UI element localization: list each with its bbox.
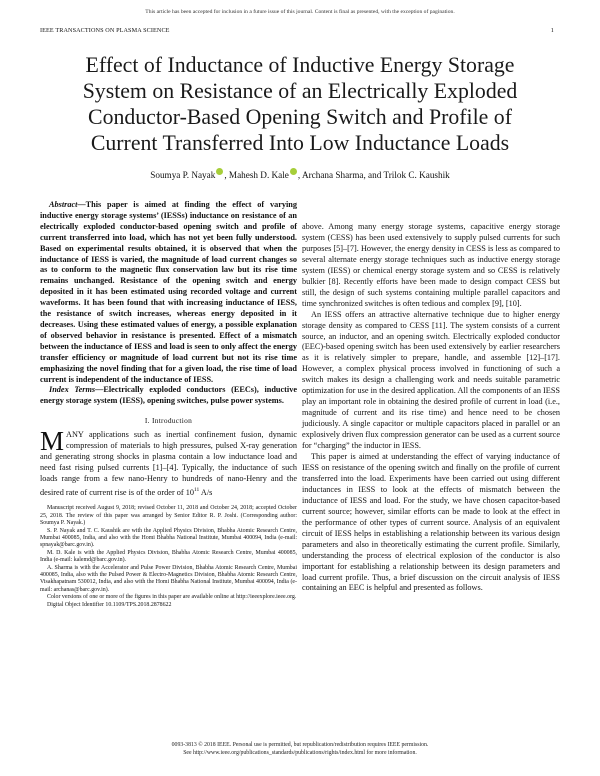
footnote: Manuscript received August 9, 2018; revised October 11, 2018 and October 24, 2018; accepted October 25, 2018. The review of this paper was arranged by Senior Editor R. P. Joshi. (Corresponding author: Soumya P. Nayak.): [40, 505, 297, 527]
drop-cap: M: [40, 426, 65, 457]
intro-lead: ANY: [66, 430, 84, 440]
abstract: [40, 200, 297, 385]
running-header: [40, 27, 554, 34]
copyright-footer: [40, 742, 560, 757]
footnotes: [40, 504, 297, 609]
title-line: System on Resistance of an Electrically Exploded: [82, 79, 518, 103]
title-line: Conductor-Based Opening Switch and Profile of: [88, 105, 512, 129]
title-line: Effect of Inductance of Inductive Energy Storage: [85, 53, 515, 77]
index-terms-label: Index Terms: [49, 385, 96, 395]
footnote: S. P. Nayak and T. C. Kaushik are with the Applied Physics Division, Bhabha Atomic Research Centre, Mumbai 400085, India, and also with the Homi Bhabha National Institute, Mumbai 400094, India (e-mail: spnayak@barc.gov.in).: [40, 527, 297, 549]
section-heading: I. Introduction: [144, 416, 193, 426]
index-terms: [40, 385, 297, 407]
intro-tail: A/s: [199, 487, 213, 497]
author-kale: , Mahesh D. Kale: [224, 170, 289, 180]
footnote: M. D. Kale is with the Applied Physics Division, Bhabha Atomic Research Centre, Mumbai 400085, India (e-mail: kalemd@barc.gov.in).: [40, 549, 297, 564]
intro-text: applications such as inertial confinement fusion, dynamic compression of materials to high pressures, pulsed X-ray generation and generating strong shocks in plasma contain a low inductance load and need fast rising pulsed currents [1]–[4]. Typically, the inductance of such loads range from a few nano-Henry to hundreds of nano-Henry and the desired rate of current rise is of the order of 10: [40, 430, 297, 497]
footnote: Digital Object Identifier 10.1109/TPS.2018.2878622: [47, 601, 172, 608]
author-list: [40, 168, 560, 180]
author-nayak: Soumya P. Nayak: [150, 170, 216, 180]
abstract-label: Abstract: [49, 200, 78, 209]
orcid-icon[interactable]: [216, 168, 223, 175]
rights-link[interactable]: See http://www.ieee.org/publications_standards/publications/rights/index.html for more information.: [183, 749, 417, 756]
left-column: [40, 200, 297, 609]
body-paragraph: This paper is aimed at understanding the effect of varying inductance of IESS on resistance of the opening switch and finally on the profile of current transferred into the load. Experiments have been carried out using different inductances in IESS to look at the effects of mismatch between the inductance of IESS and load. For the study, we have chosen capacitor-based current source; however, similar efforts can be made to look at the effect in the performance of other types of current source. Analysis of an equivalent circuit of IESS helps in establishing a relationship between its various design parameters and also in theoretically estimating the current profile. Similarly, understanding the process of electrical explosion of the conductor is also important for establishing a relationship between its design parameters and load current profile. Thus, a brief discussion on the circuit analysis of IESS containing an EEC is helpful and presented as follows.: [302, 452, 560, 593]
intro-exponent: 11: [193, 486, 200, 493]
title-line: Current Transferred Into Low Inductance Loads: [90, 131, 510, 155]
page-number: 1: [550, 27, 554, 34]
abstract-text: —This paper is aimed at finding the effect of varying inductive energy storage systems’ (IESSs) inductance on resistance of an electrically exploded conductor-based opening switch and profile of current transferred into load, which has not yet been fully understood. Based on experimental results obtained, it is observed that when the inductance of IESS is varied, the magnitude of load current changes so as to conform to the magnetic flux conservation law but its rise time remains unchanged. Resistance of the opening switch and energy deposited in it has been estimated using recorded voltage and current waveforms. It has been found that with increasing inductance of IESS, the resistance of switch increases, whereas energy deposited in it decreases. Using these estimated values of energy, a possible explanation of observed behavior in resistance is presented. Effect of a mismatch between the inductance of IESS and load is seen to only affect the energy transfer efficiency or magnitude of load current but not its rise time emphasizing the novel finding that for a given load, the rise time of load current is independent of the inductance of IESS.: [40, 200, 297, 384]
right-column: [302, 222, 560, 594]
intro-paragraph: [40, 426, 297, 498]
footnote: Color versions of one or more of the figures in this paper are available online at http://ieeexplore.ieee.org.: [47, 594, 297, 601]
footnote: A. Sharma is with the Accelerator and Pulse Power Division, Bhabha Atomic Research Centre, Mumbai 400085, India, also with the Pulsed Power & Electro-Magnetics Division, Bhabha Atomic Research Centre, Visakhapatnam 530012, India, and also with the Homi Bhabha National Institute, Mumbai 400094, India (e-mail: archanas@barc.gov.in).: [40, 564, 297, 593]
orcid-icon[interactable]: [290, 168, 297, 175]
author-rest: , Archana Sharma, and Trilok C. Kaushik: [297, 170, 450, 180]
paper-title: [40, 52, 560, 156]
body-paragraph: above. Among many energy storage systems, capacitive energy storage system (CESS) has been used extensively to supply pulsed currents for such purposes [5]–[7]. However, the energy density in CESS is less as compared to several alternate energy storage techniques such as inductive energy storage system (IESS) or chemical energy storage system and so CESS is relatively bulkier [8]. Recently efforts have been made to design compact CESS but still, the design of such systems containing multiple parallel capacitors and time synchronized switches is often tedious and complex [9], [10].: [302, 222, 560, 308]
journal-name: IEEE TRANSACTIONS ON PLASMA SCIENCE: [40, 27, 170, 34]
index-terms-text: —Electrically exploded conductors (EECs), inductive energy storage system (IESS), opening switches, pulse power systems.: [40, 385, 297, 406]
copyright-line: 0093-3813 © 2018 IEEE. Personal use is permitted, but republication/redistribution requires IEEE permission.: [171, 742, 429, 748]
acceptance-notice: This article has been accepted for inclusion in a future issue of this journal. Content is final as presented, with the exception of pagination.: [145, 9, 455, 15]
body-paragraph: An IESS offers an attractive alternative technique due to higher energy storage density as compared to CESS [11]. The system consists of a current source, an inductor, and an opening switch. Electrically exploded conductor (EEC)-based opening switch has been used extensively by earlier researchers as it is relatively simpler to prepare, handle, and assemble [12]–[17]. However, a complex physical process involved in functioning of such a switch makes its design a challenging work and needs suitable parametric optimization for use in the desired application. All the components of an IESS play an important role in obtaining the desired profile of current in load (i.e., magnitude of current and its rise time) and hence need to be chosen judiciously. A single capacitor or multiple capacitors placed in parallel or an explosively driven flux compression generator can be used as a current source for “charging” the inductor in IESS.: [302, 309, 560, 451]
